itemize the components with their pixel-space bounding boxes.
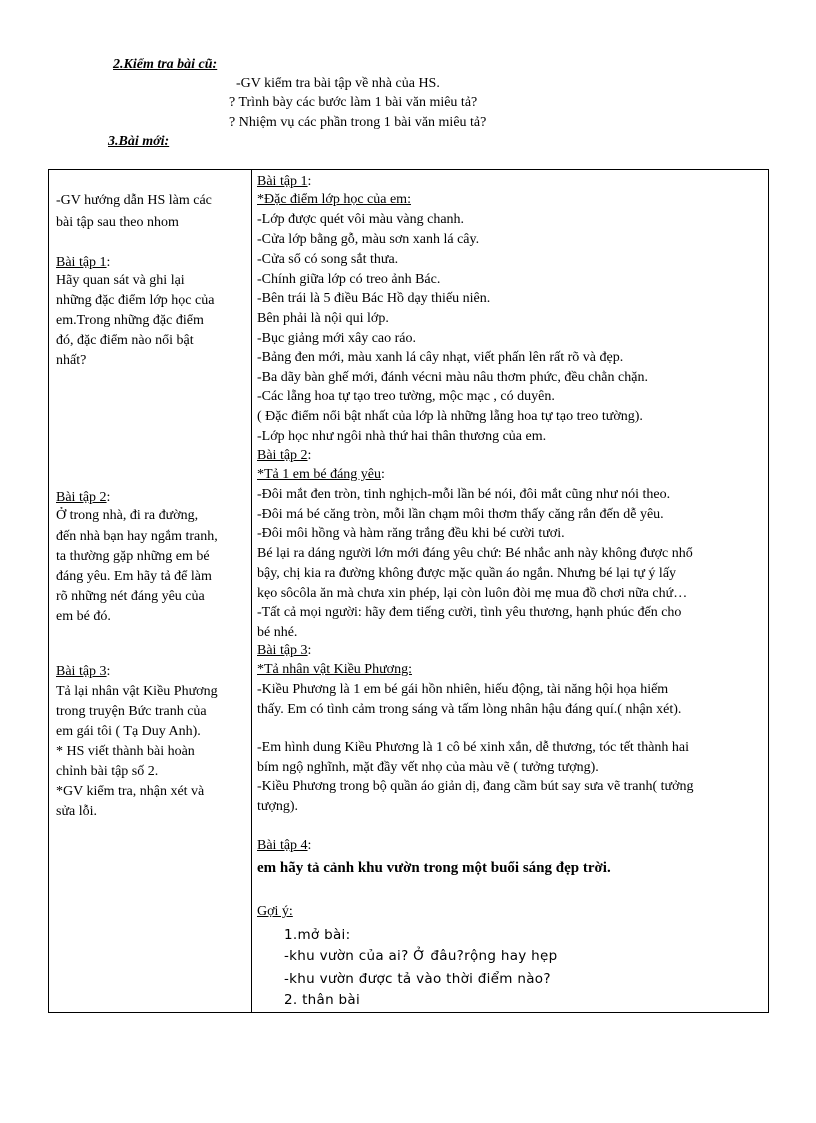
right-bt1-line: Bên phải là nội qui lớp. bbox=[257, 311, 389, 326]
hint-line: 2. thân bài bbox=[284, 992, 361, 1008]
left-bt3-line: Tả lại nhân vật Kiều Phương bbox=[56, 684, 218, 699]
right-bt2-subtitle-line bbox=[257, 465, 385, 485]
column-divider bbox=[251, 170, 252, 1012]
left-bt2-line: rõ những nét đáng yêu của bbox=[56, 589, 205, 604]
right-bt1-line: -Các lẵng hoa tự tạo treo tường, mộc mạc , có duyên. bbox=[257, 389, 555, 404]
left-bt3-line: sửa lỗi. bbox=[56, 804, 98, 819]
right-bt3-line: tượng). bbox=[257, 799, 299, 814]
right-bt2-line: -Tất cả mọi người: hãy đem tiếng cười, tình yêu thương, hạnh phúc đến cho bbox=[257, 605, 682, 620]
intro-line-1: -GV hướng dẫn HS làm các bbox=[56, 193, 212, 208]
left-bt2-line: ta thường gặp những em bé bbox=[56, 549, 210, 564]
left-bt2-line: Ở trong nhà, đi ra đường, bbox=[56, 508, 199, 523]
right-bt2-subtitle: *Tả 1 em bé đáng yêu bbox=[257, 467, 382, 482]
intro-line-2: bài tập sau theo nhom bbox=[56, 215, 179, 230]
left-bt3-title: Bài tập 3 bbox=[56, 664, 107, 679]
lesson-table bbox=[48, 169, 769, 1013]
right-bt1-line: ( Đặc điểm nổi bật nhất của lớp là những lẵng hoa tự tạo treo tường). bbox=[257, 409, 643, 424]
right-bt1-subtitle: *Đặc điểm lớp học của em: bbox=[257, 192, 411, 207]
right-bt3-line: -Em hình dung Kiều Phương là 1 cô bé xinh xắn, dễ thương, tóc tết thành hai bbox=[257, 740, 690, 755]
left-bt3-line: em gái tôi ( Tạ Duy Anh). bbox=[56, 724, 201, 739]
left-bt1-line: em.Trong những đặc điểm bbox=[56, 313, 204, 328]
right-bt2-line: bé nhé. bbox=[257, 625, 298, 640]
right-bt3-line: -Kiều Phương là 1 em bé gái hồn nhiên, hiếu động, tài năng hội họa hiếm bbox=[257, 682, 669, 697]
right-bt3-subtitle: *Tả nhân vật Kiều Phương: bbox=[257, 662, 412, 677]
right-bt4-hint-title: Gợi ý: bbox=[257, 904, 293, 919]
left-bt1-title: Bài tập 1 bbox=[56, 255, 107, 270]
right-bt3-line: -Kiều Phương trong bộ quần áo giản dị, đang cầm bút say sưa vẽ tranh( tưởng bbox=[257, 779, 694, 794]
left-bt1-line: những đặc điểm lớp học của bbox=[56, 293, 215, 308]
left-bt3-line: *GV kiểm tra, nhận xét và bbox=[56, 784, 205, 799]
right-bt1-heading bbox=[257, 172, 311, 192]
right-bt3-colon: : bbox=[307, 643, 312, 658]
right-bt1-line: -Bảng đen mới, màu xanh lá cây nhạt, viết phấn lên rất rõ và đẹp. bbox=[257, 350, 624, 365]
right-bt1-line: -Chính giữa lớp có treo ảnh Bác. bbox=[257, 272, 441, 287]
left-bt1-line: Hãy quan sát và ghi lại bbox=[56, 273, 185, 288]
right-bt1-line: -Cửa sổ có song sắt thưa. bbox=[257, 252, 399, 267]
left-bt1-colon: : bbox=[106, 255, 111, 270]
right-bt2-line: Bé lại ra dáng người lớn mới đáng yêu chứ: Bé nhắc anh này không được nhổ bbox=[257, 546, 693, 561]
right-bt2-subtitle-colon: : bbox=[381, 467, 385, 482]
right-bt1-line: -Lớp học như ngôi nhà thứ hai thân thương của em. bbox=[257, 429, 547, 444]
hint-line: 1.mở bài: bbox=[284, 927, 351, 943]
left-bt2-title: Bài tập 2 bbox=[56, 490, 107, 505]
right-bt2-line: kẹo sôcôla ăn mà chưa xin phép, lại còn luôn đòi mẹ mua đồ chơi nữa chứ… bbox=[257, 586, 688, 601]
section-2-title: 2.Kiểm tra bài cũ: bbox=[113, 57, 218, 72]
right-bt1-title: Bài tập 1 bbox=[257, 174, 308, 189]
right-bt3-title: Bài tập 3 bbox=[257, 643, 308, 658]
right-bt1-line: -Lớp được quét vôi màu vàng chanh. bbox=[257, 212, 465, 227]
right-bt2-heading bbox=[257, 446, 311, 466]
left-bt1-line: đó, đặc điểm nào nổi bật bbox=[56, 333, 194, 348]
left-bt3-heading bbox=[56, 662, 110, 682]
right-bt4-colon: : bbox=[307, 838, 312, 853]
left-bt2-colon: : bbox=[106, 490, 111, 505]
right-bt1-line: -Bục giảng mới xây cao ráo. bbox=[257, 331, 417, 346]
question-2: ? Nhiệm vụ các phần trong 1 bài văn miêu tả? bbox=[229, 115, 487, 130]
left-bt3-line: trong truyện Bức tranh của bbox=[56, 704, 207, 719]
section-3-title: 3.Bài mới: bbox=[108, 134, 170, 149]
hint-line: -khu vườn được tả vào thời điểm nào? bbox=[284, 971, 551, 987]
left-bt2-line: đến nhà bạn hay ngắm tranh, bbox=[56, 529, 218, 544]
left-bt3-line: chỉnh bài tập số 2. bbox=[56, 764, 159, 779]
right-bt3-line: bím ngộ nghĩnh, mặt đầy vết nhọ của màu vẽ ( tưởng tượng). bbox=[257, 760, 599, 775]
right-bt3-heading bbox=[257, 641, 311, 661]
left-bt1-line: nhất? bbox=[56, 353, 87, 368]
right-bt2-colon: : bbox=[307, 448, 312, 463]
right-bt2-line: -Đôi mắt đen tròn, tinh nghịch-mỗi lần bé nói, đôi mắt cũng như nói theo. bbox=[257, 487, 671, 502]
left-bt3-line: * HS viết thành bài hoàn bbox=[56, 744, 195, 759]
left-bt2-line: đáng yêu. Em hãy tả để làm bbox=[56, 569, 212, 584]
left-bt2-heading bbox=[56, 488, 110, 508]
right-bt4-title: Bài tập 4 bbox=[257, 838, 308, 853]
right-bt3-line: thấy. Em có tình cảm trong sáng và tấm lòng nhân hậu đáng quí.( nhận xét). bbox=[257, 702, 682, 717]
right-bt4-task: em hãy tả cảnh khu vườn trong một buổi sáng đẹp trời. bbox=[257, 860, 611, 876]
left-bt1-heading bbox=[56, 253, 110, 273]
right-bt1-line: -Bên trái là 5 điều Bác Hồ dạy thiếu niên. bbox=[257, 291, 491, 306]
right-bt2-line: -Đôi môi hồng và hàm răng trắng đều khi bé cười tươi. bbox=[257, 526, 565, 541]
left-bt3-colon: : bbox=[106, 664, 111, 679]
right-bt2-line: -Đôi má bé căng tròn, mỗi lần chạm môi thơm thấy căng rắn đến dễ yêu. bbox=[257, 507, 664, 522]
check-homework-line: -GV kiểm tra bài tập về nhà của HS. bbox=[236, 76, 440, 91]
left-bt2-line: em bé đó. bbox=[56, 609, 111, 624]
right-bt1-line: -Cửa lớp bằng gỗ, màu sơn xanh lá cây. bbox=[257, 232, 480, 247]
right-bt1-colon: : bbox=[307, 174, 312, 189]
right-bt2-line: bậy, chị kia ra đường không được mặc quần áo ngắn. Nhưng bé lại tự ý lấy bbox=[257, 566, 677, 581]
right-bt1-line: -Ba dãy bàn ghế mới, đánh vécni màu nâu thơm phức, đều chằn chặn. bbox=[257, 370, 648, 385]
right-bt2-title: Bài tập 2 bbox=[257, 448, 308, 463]
right-bt4-heading bbox=[257, 836, 311, 856]
question-1: ? Trình bày các bước làm 1 bài văn miêu tả? bbox=[229, 95, 478, 110]
hint-line: -khu vườn của ai? Ở đâu?rộng hay hẹp bbox=[284, 948, 558, 964]
